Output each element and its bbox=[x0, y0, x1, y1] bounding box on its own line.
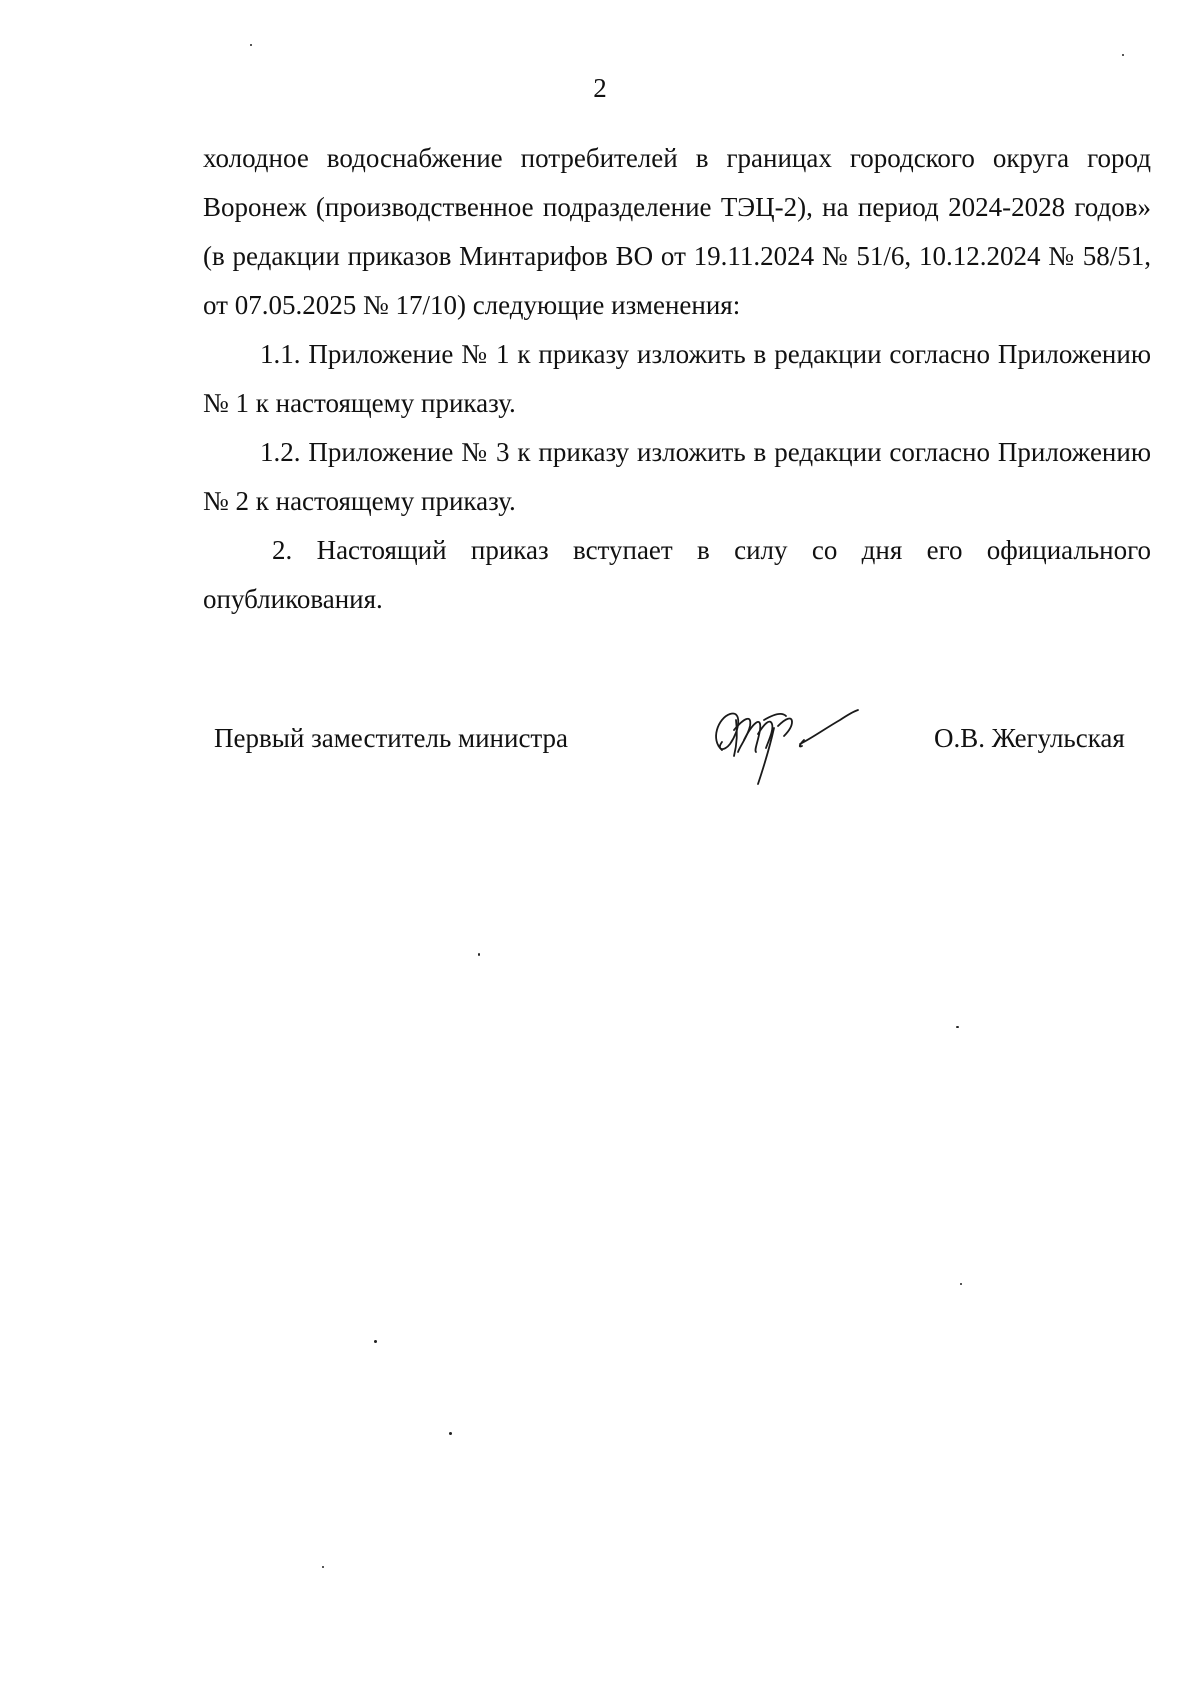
scan-speck bbox=[960, 1283, 962, 1285]
scan-speck bbox=[956, 1026, 959, 1028]
scan-speck bbox=[322, 1566, 324, 1568]
scan-speck bbox=[250, 44, 252, 46]
signer-name: О.В. Жегульская bbox=[934, 723, 1125, 753]
signer-title: Первый заместитель министра bbox=[214, 723, 569, 753]
scan-speck bbox=[449, 1432, 452, 1435]
paragraph-item-1-1: 1.1. Приложение № 1 к приказу изложить в редакции согласно Приложению № 1 к настоящему приказу. bbox=[203, 339, 1151, 418]
scan-speck bbox=[478, 953, 480, 956]
handwritten-signature bbox=[700, 700, 900, 790]
paragraph-continuation: холодное водоснабжение потребителей в границах городского округа город Воронеж (производственное подразделение ТЭЦ-2), на период 2024-2028 годов» (в редакции приказов Минтарифов ВО от 19.11.2024 № 51/6, 10.12.2024 № 58/51, от 07.05.2025 № 17/10) следующие изменения: bbox=[203, 143, 1151, 320]
paragraph-item-2: 2. Настоящий приказ вступает в силу со дня его официального опубликования. bbox=[203, 535, 1151, 614]
scan-speck bbox=[1122, 54, 1124, 56]
page-number: 2 bbox=[593, 73, 607, 103]
document-body bbox=[203, 134, 1151, 624]
scan-speck bbox=[374, 1340, 377, 1343]
paragraph-item-1-2: 1.2. Приложение № 3 к приказу изложить в редакции согласно Приложению № 2 к настоящему приказу. bbox=[203, 437, 1151, 516]
signature-block bbox=[0, 700, 1200, 800]
